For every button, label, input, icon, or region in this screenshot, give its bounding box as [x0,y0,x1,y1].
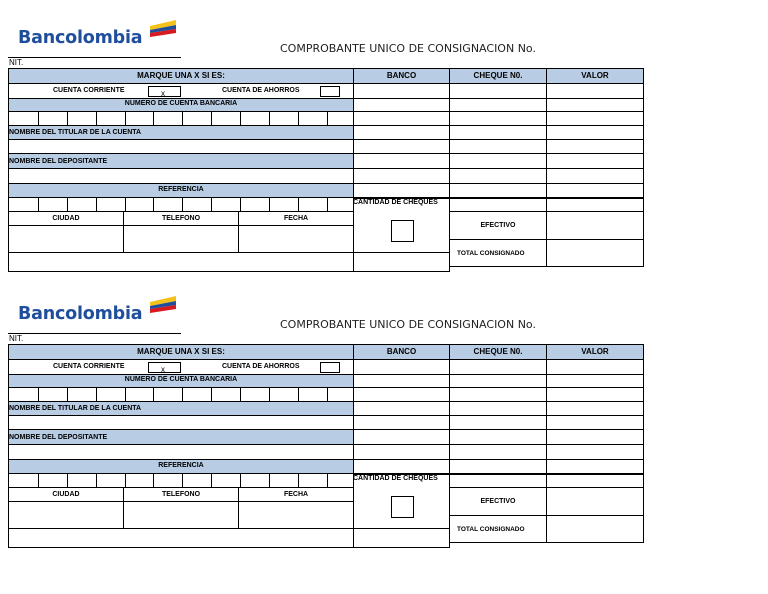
telefono-field[interactable] [123,501,239,529]
referencia-label: REFERENCIA [158,462,204,469]
reference-divider [153,198,154,212]
ciudad-field[interactable] [8,501,124,529]
efectivo-label: EFECTIVO [480,498,516,505]
digit-divider [298,388,299,402]
digit-divider [153,388,154,402]
bancolombia-logo [16,290,186,326]
digit-divider [38,112,39,126]
cheque-row-cell[interactable] [546,429,644,445]
cheque-label: CHEQUE N0. [473,71,523,80]
digit-divider [269,388,270,402]
digit-divider [298,112,299,126]
reference-divider [125,474,126,488]
cheque-row-cell[interactable] [449,415,547,430]
reference-divider [182,198,183,212]
digit-divider [38,388,39,402]
cuenta-corriente-mark: x [161,365,165,374]
cheque-row-cell[interactable] [353,83,450,99]
reference-divider [327,474,328,488]
digit-divider [211,112,212,126]
marque-label: MARQUE UNA X SI ES: [137,71,225,80]
efectivo-label: EFECTIVO [480,222,516,229]
ciudad-field[interactable] [8,225,124,253]
titular-field[interactable] [8,415,354,430]
cheque-row-cell[interactable] [353,387,450,402]
cheque-row-cell[interactable] [353,374,450,388]
cheque-row-cell[interactable] [353,401,450,416]
cuenta-corriente-label: CUENTA CORRIENTE [53,87,125,94]
cheque-row-cell[interactable] [353,139,450,154]
digit-divider [211,388,212,402]
cheque-row-cell[interactable] [546,401,644,416]
digit-divider [67,388,68,402]
reference-divider [67,474,68,488]
telefono-label: TELEFONO [161,215,201,222]
cheque-row-cell[interactable] [449,139,547,154]
cantidad-cheques-label: CANTIDAD DE CHEQUES [353,199,438,206]
cheque-row-cell[interactable] [353,153,450,169]
ciudad-label: CIUDAD [52,215,80,222]
digit-divider [153,112,154,126]
cuenta-ahorros-checkbox[interactable] [320,362,340,373]
reference-divider [211,198,212,212]
digit-divider [182,388,183,402]
banco-label: BANCO [386,71,417,80]
numero-cuenta-label: NUMERO DE CUENTA BANCARIA [124,376,238,383]
cheque-row-cell[interactable] [546,359,644,375]
cheque-row-cell[interactable] [449,429,547,445]
cuenta-ahorros-label: CUENTA DE AHORROS [222,363,300,370]
digit-divider [269,112,270,126]
cantidad-cheques-box[interactable] [391,496,414,518]
reference-divider [298,198,299,212]
reference-divider [240,198,241,212]
cheque-row-cell[interactable] [449,153,547,169]
cheque-row-cell[interactable] [353,111,450,126]
reference-divider [153,474,154,488]
numero-cuenta-label: NUMERO DE CUENTA BANCARIA [124,100,238,107]
cheque-row-cell[interactable] [546,139,644,154]
referencia-boxes[interactable] [8,473,354,488]
bottom-left-field[interactable] [8,528,354,548]
cheque-row-cell[interactable] [546,83,644,99]
cheque-row-cell[interactable] [546,153,644,169]
bottom-left-field[interactable] [8,252,354,272]
digit-divider [240,388,241,402]
cheque-row-cell[interactable] [449,374,547,388]
cuenta-ahorros-label: CUENTA DE AHORROS [222,87,300,94]
cheque-row-cell[interactable] [546,444,644,460]
bottom-mid-field [353,528,450,548]
reference-divider [96,474,97,488]
deposit-slip-1 [0,10,768,280]
form-title: COMPROBANTE UNICO DE CONSIGNACION No. [280,318,536,331]
total-valor[interactable] [546,515,644,543]
cheque-row-cell[interactable] [449,444,547,460]
referencia-boxes[interactable] [8,197,354,212]
cheque-row-cell[interactable] [449,168,547,184]
fecha-label: FECHA [283,491,309,498]
efectivo-valor[interactable] [546,211,644,240]
fecha-label: FECHA [283,215,309,222]
form-title: COMPROBANTE UNICO DE CONSIGNACION No. [280,42,536,55]
bottom-mid-field [353,252,450,272]
cheque-row-cell[interactable] [449,197,547,212]
digit-divider [67,112,68,126]
cheque-row-cell[interactable] [353,125,450,140]
efectivo-valor[interactable] [546,487,644,516]
cheque-row-cell[interactable] [546,125,644,140]
cheque-row-cell[interactable] [546,168,644,184]
logo-wordmark: Bancolombia [18,304,143,324]
cheque-row-cell[interactable] [353,168,450,184]
cuenta-corriente-label: CUENTA CORRIENTE [53,363,125,370]
depositante-field[interactable] [8,444,354,460]
reference-divider [327,198,328,212]
banco-label: BANCO [386,347,417,356]
reference-divider [298,474,299,488]
fecha-field[interactable] [238,225,354,253]
cheque-row-cell[interactable] [353,98,450,112]
titular-field[interactable] [8,139,354,154]
cuenta-ahorros-checkbox[interactable] [320,86,340,97]
cheque-row-cell[interactable] [353,444,450,460]
nit-underline [8,333,181,334]
total-valor[interactable] [546,239,644,267]
digit-divider [327,112,328,126]
cheque-row-cell[interactable] [353,359,450,375]
digit-divider [96,388,97,402]
valor-label: VALOR [581,347,609,356]
cheque-row-cell[interactable] [546,197,644,212]
ciudad-label: CIUDAD [52,491,80,498]
digit-divider [96,112,97,126]
cantidad-cheques-label: CANTIDAD DE CHEQUES [353,475,438,482]
reference-divider [240,474,241,488]
digit-divider [240,112,241,126]
cheque-row-cell[interactable] [546,473,644,488]
cuenta-corriente-mark: x [161,89,165,98]
flag-icon [148,18,178,40]
reference-divider [38,474,39,488]
cheque-row-cell[interactable] [353,429,450,445]
account-number-boxes[interactable] [8,111,354,126]
reference-divider [211,474,212,488]
nit-underline [8,57,181,58]
cheque-row-cell[interactable] [353,415,450,430]
reference-divider [38,198,39,212]
nit-label: NIT. [9,58,24,67]
reference-divider [125,198,126,212]
cheque-row-cell[interactable] [449,473,547,488]
total-label: TOTAL CONSIGNADO [457,526,525,533]
digit-divider [125,112,126,126]
valor-label: VALOR [581,71,609,80]
cheque-row-cell[interactable] [449,83,547,99]
nit-label: NIT. [9,334,24,343]
fecha-field[interactable] [238,501,354,529]
cheque-row-cell[interactable] [449,125,547,140]
referencia-label: REFERENCIA [158,186,204,193]
cheque-row-cell[interactable] [546,111,644,126]
cantidad-cheques-box[interactable] [391,220,414,242]
digit-divider [182,112,183,126]
account-number-boxes[interactable] [8,387,354,402]
telefono-field[interactable] [123,225,239,253]
cheque-row-cell[interactable] [546,415,644,430]
logo-wordmark: Bancolombia [18,28,143,48]
marque-label: MARQUE UNA X SI ES: [137,347,225,356]
cheque-row-cell[interactable] [449,98,547,112]
cheque-row-cell[interactable] [449,111,547,126]
bancolombia-logo [16,14,186,50]
depositante-label: NOMBRE DEL DEPOSITANTE [9,158,108,165]
titular-label: NOMBRE DEL TITULAR DE LA CUENTA [9,405,142,412]
cheque-row-cell[interactable] [546,374,644,388]
reference-divider [182,474,183,488]
telefono-label: TELEFONO [161,491,201,498]
cheque-row-cell[interactable] [449,359,547,375]
titular-label: NOMBRE DEL TITULAR DE LA CUENTA [9,129,142,136]
cheque-row-cell[interactable] [546,387,644,402]
digit-divider [327,388,328,402]
total-label: TOTAL CONSIGNADO [457,250,525,257]
cheque-row-cell[interactable] [546,98,644,112]
depositante-field[interactable] [8,168,354,184]
cheque-label: CHEQUE N0. [473,347,523,356]
depositante-label: NOMBRE DEL DEPOSITANTE [9,434,108,441]
reference-divider [269,198,270,212]
cheque-row-cell[interactable] [449,401,547,416]
digit-divider [125,388,126,402]
cheque-row-cell[interactable] [449,387,547,402]
deposit-slip-2 [0,286,768,556]
reference-divider [67,198,68,212]
reference-divider [269,474,270,488]
flag-icon [148,294,178,316]
reference-divider [96,198,97,212]
